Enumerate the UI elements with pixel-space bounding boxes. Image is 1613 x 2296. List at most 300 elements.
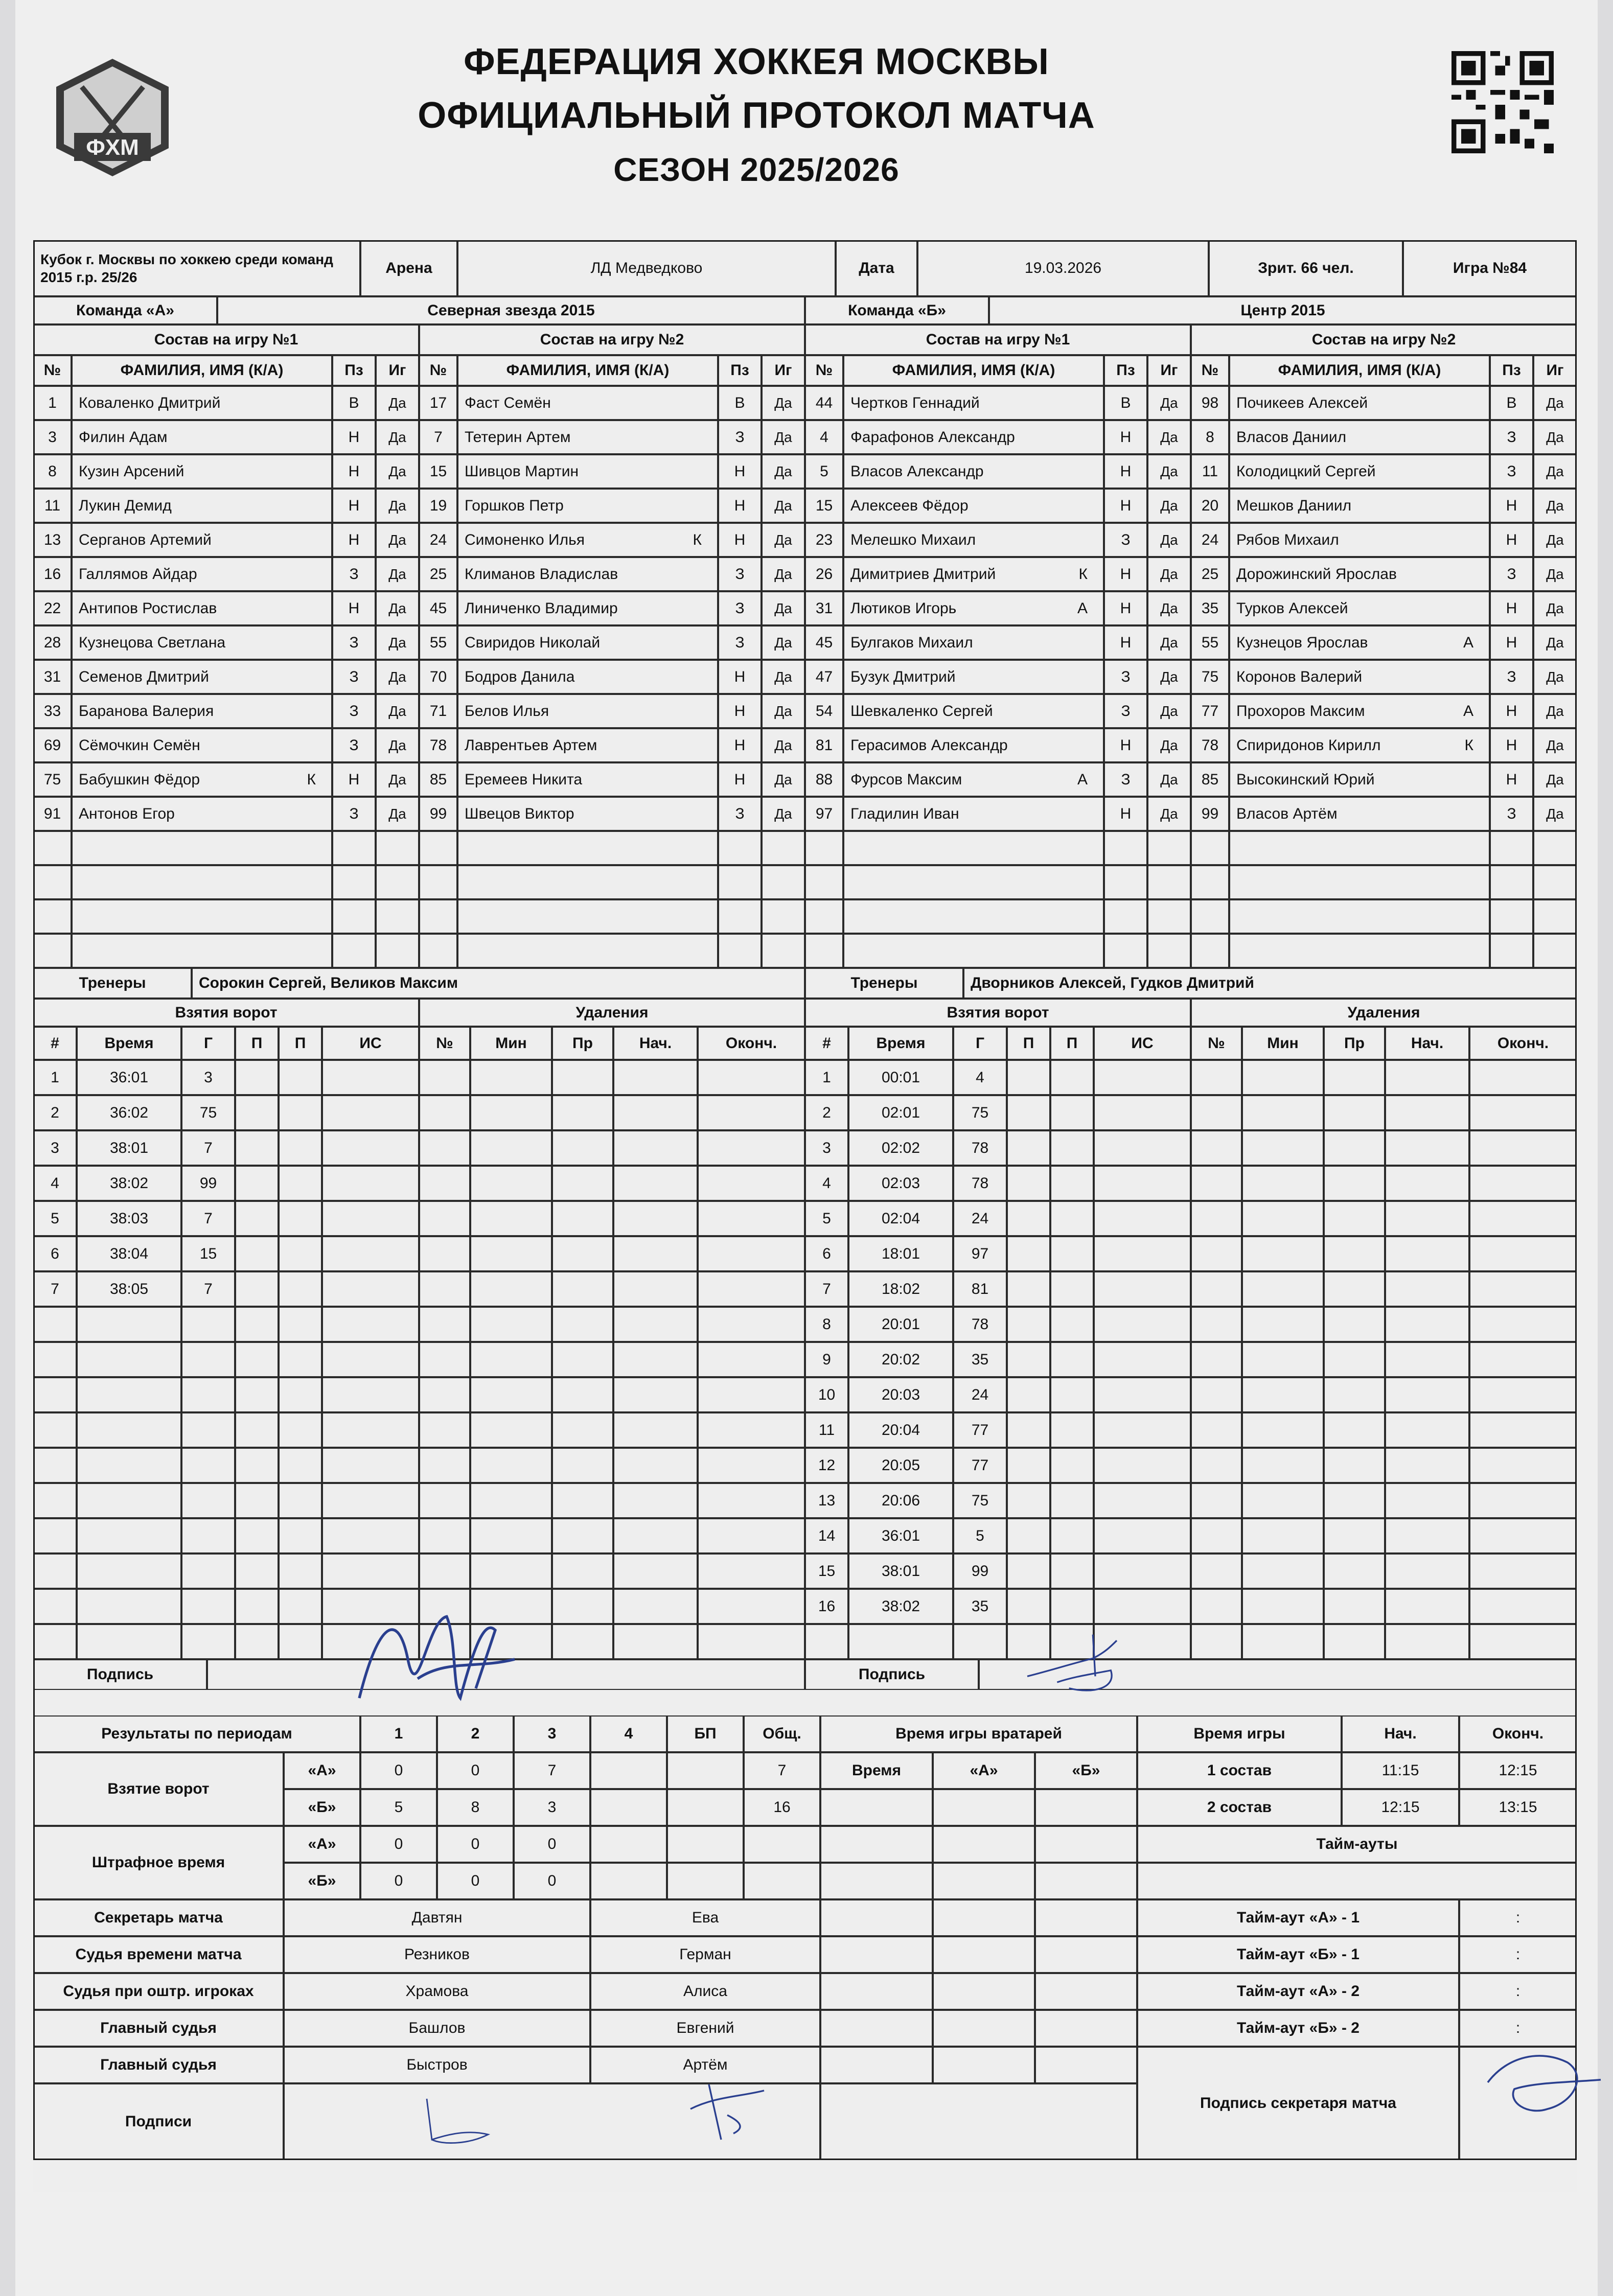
player-position: З [332,660,376,694]
goal-t: 20:04 [848,1412,953,1448]
goal-g: 99 [181,1166,235,1201]
penalty-col-start: Нач. [613,1027,698,1060]
goal-n: 6 [805,1236,848,1271]
date-value: 19.03.2026 [917,240,1209,296]
team-b-line2-title: Состав на игру №2 [1191,324,1577,355]
player-number: 28 [33,625,72,660]
team-a-signature-label: Подпись [33,1659,207,1690]
player-name: Фарафонов Александр [843,420,1104,454]
player-position: З [332,694,376,728]
penalty-col-min: Мин [470,1027,552,1060]
player-number: 44 [805,386,843,420]
period-value: 0 [437,1863,514,1899]
goalies-title: Время игры вратарей [820,1715,1137,1752]
player-name: Лаврентьев Артем [457,728,718,762]
goal-g: 78 [953,1130,1007,1166]
period-value: 0 [437,1752,514,1789]
player-position: Н [718,762,762,797]
player-plays: Да [1147,694,1191,728]
player-name: Шивцов Мартин [457,454,718,489]
player-name: Гладилин Иван [843,797,1104,831]
goal-t: 02:01 [848,1095,953,1130]
player-number: 78 [1191,728,1229,762]
captain-mark: К [1078,565,1088,583]
player-plays: Да [1533,660,1577,694]
player-plays: Да [1533,728,1577,762]
player-position: Н [718,660,762,694]
player-plays: Да [1533,557,1577,591]
player-name: Алексеев Фёдор [843,489,1104,523]
playtime-row-start: 11:15 [1342,1752,1459,1789]
player-number: 16 [33,557,72,591]
period-value: 0 [360,1752,437,1789]
player-name: Коваленко Дмитрий [72,386,332,420]
team-b-label: «Б» [284,1863,360,1899]
goal-t: 36:01 [848,1518,953,1553]
team-a-penalty-title: Удаления [419,999,805,1027]
period-col: 4 [590,1715,667,1752]
period-value: 0 [514,1863,590,1899]
team-b-team-label: Команда «Б» [805,296,989,324]
goal-col-g: Г [181,1027,235,1060]
player-name: Дорожинский Ярослав [1229,557,1490,591]
player-number: 88 [805,762,843,797]
penalty-col-no: № [1191,1027,1242,1060]
player-position: Н [1104,625,1147,660]
goal-g: 24 [953,1201,1007,1236]
playtime-title: Время игры [1137,1715,1342,1752]
player-name: Фурсов Максим А [843,762,1104,797]
goal-t: 20:05 [848,1448,953,1483]
player-number: 47 [805,660,843,694]
player-number: 99 [1191,797,1229,831]
player-name: Кузин Арсений [72,454,332,489]
logo-text: ФХМ [86,135,139,160]
player-plays: Да [1533,420,1577,454]
player-number: 45 [419,591,457,625]
col-pz: Пз [718,355,762,386]
fhm-logo [51,56,174,179]
col-no: № [1191,355,1229,386]
secretary-signature [1474,2036,1607,2128]
player-position: З [718,420,762,454]
player-position: Н [1490,728,1533,762]
player-plays: Да [762,454,805,489]
player-name: Булгаков Михаил [843,625,1104,660]
player-number: 77 [1191,694,1229,728]
player-position: Н [1490,489,1533,523]
captain-mark: А [1463,634,1473,651]
playtime-row-label: 1 состав [1137,1752,1342,1789]
goal-t: 38:02 [77,1166,181,1201]
period-col: 2 [437,1715,514,1752]
player-plays: Да [376,591,419,625]
player-position: Н [332,523,376,557]
player-number: 20 [1191,489,1229,523]
player-position: Н [1104,489,1147,523]
player-position: Н [332,454,376,489]
goal-col-is: ИС [322,1027,419,1060]
player-number: 19 [419,489,457,523]
player-number: 33 [33,694,72,728]
player-name: Семенов Дмитрий [72,660,332,694]
player-plays: Да [376,660,419,694]
goal-n: 7 [33,1271,77,1307]
team-a-coaches-label: Тренеры [33,968,192,999]
goal-g: 77 [953,1448,1007,1483]
player-position: З [1104,694,1147,728]
player-number: 15 [805,489,843,523]
goal-g: 15 [181,1236,235,1271]
player-plays: Да [1533,694,1577,728]
team-a-team-name: Северная звезда 2015 [217,296,805,324]
player-number: 45 [805,625,843,660]
player-name: Власов Артём [1229,797,1490,831]
player-plays: Да [376,420,419,454]
player-plays: Да [762,797,805,831]
player-position: З [1490,420,1533,454]
goal-col-is: ИС [1094,1027,1191,1060]
goal-n: 7 [805,1271,848,1307]
player-position: З [332,797,376,831]
team-a-goals-title: Взятия ворот [33,999,419,1027]
player-plays: Да [1533,797,1577,831]
team-b-coaches-label: Тренеры [805,968,963,999]
player-number: 13 [33,523,72,557]
player-number: 25 [1191,557,1229,591]
player-position: З [332,557,376,591]
official-last-name: Резников [284,1936,590,1973]
player-name: Баранова Валерия [72,694,332,728]
player-number: 78 [419,728,457,762]
player-position: Н [332,489,376,523]
player-name: Филин Адам [72,420,332,454]
player-position: Н [718,728,762,762]
goal-g: 3 [181,1060,235,1095]
goal-t: 38:01 [848,1553,953,1589]
federation-title: ФЕДЕРАЦИЯ ХОККЕЯ МОСКВЫ [464,41,1049,82]
period-col: 1 [360,1715,437,1752]
period-col: Общ. [744,1715,820,1752]
protocol-sheet [15,0,1598,2296]
player-plays: Да [762,489,805,523]
player-position: В [1104,386,1147,420]
official-last-name: Давтян [284,1899,590,1936]
player-name: Прохоров Максим А [1229,694,1490,728]
penalty-col-min: Мин [1242,1027,1324,1060]
official-role: Секретарь матча [33,1899,284,1936]
team-a-coaches: Сорокин Сергей, Великов Максим [192,968,805,999]
col-ig: Иг [376,355,419,386]
goal-n: 10 [805,1377,848,1412]
timeout-label: Тайм-аут «Б» - 2 [1137,2010,1459,2047]
period-col: БП [667,1715,744,1752]
player-name: Еремеев Никита [457,762,718,797]
player-number: 15 [419,454,457,489]
player-name: Симоненко Илья К [457,523,718,557]
official-first-name: Герман [590,1936,820,1973]
arena-label: Арена [360,240,457,296]
player-plays: Да [1147,591,1191,625]
player-name: Белов Илья [457,694,718,728]
team-b-signature [979,1629,1183,1700]
captain-mark: К [307,771,316,788]
player-position: В [718,386,762,420]
player-number: 85 [419,762,457,797]
goal-col-p1: П [235,1027,279,1060]
goals-label: Взятие ворот [33,1752,284,1826]
goalies-time: Время [820,1752,933,1789]
official-role: Судья времени матча [33,1936,284,1973]
penalty-col-end: Оконч. [1469,1027,1577,1060]
player-position: Н [1104,420,1147,454]
player-name: Тетерин Артем [457,420,718,454]
team-b-team-name: Центр 2015 [989,296,1577,324]
goal-n: 12 [805,1448,848,1483]
team-b-penalty-title: Удаления [1191,999,1577,1027]
player-plays: Да [762,728,805,762]
player-number: 1 [33,386,72,420]
player-number: 4 [805,420,843,454]
player-name: Колодицкий Сергей [1229,454,1490,489]
player-name: Антонов Егор [72,797,332,831]
player-plays: Да [1147,454,1191,489]
goal-g: 35 [953,1589,1007,1624]
goal-t: 02:02 [848,1130,953,1166]
player-name: Галлямов Айдар [72,557,332,591]
goal-n: 3 [805,1130,848,1166]
goal-g: 81 [953,1271,1007,1307]
player-number: 25 [419,557,457,591]
player-number: 31 [805,591,843,625]
col-no: № [805,355,843,386]
goal-t: 20:02 [848,1342,953,1377]
player-plays: Да [1147,523,1191,557]
date-label: Дата [836,240,917,296]
player-number: 8 [33,454,72,489]
goal-col-t: Время [77,1027,181,1060]
player-name: Климанов Владислав [457,557,718,591]
player-plays: Да [762,762,805,797]
player-number: 91 [33,797,72,831]
period-value: 7 [514,1752,590,1789]
player-plays: Да [376,557,419,591]
player-position: З [1490,454,1533,489]
captain-mark: А [1077,771,1088,788]
goal-col-t: Время [848,1027,953,1060]
player-name: Чертков Геннадий [843,386,1104,420]
player-position: Н [1490,523,1533,557]
team-a-team-label: Команда «А» [33,296,217,324]
tournament-name: Кубок г. Москвы по хоккею среди команд 2015 г.р. 25/26 [33,240,360,296]
timeout-value: : [1459,1936,1577,1973]
player-plays: Да [762,625,805,660]
player-number: 35 [1191,591,1229,625]
player-plays: Да [762,694,805,728]
player-number: 69 [33,728,72,762]
team-a-line2-title: Состав на игру №2 [419,324,805,355]
player-position: З [1490,797,1533,831]
goal-col-p2: П [1050,1027,1094,1060]
goal-t: 18:02 [848,1271,953,1307]
goal-col-p1: П [1007,1027,1050,1060]
player-position: Н [718,454,762,489]
goal-t: 20:03 [848,1377,953,1412]
timeout-value: : [1459,1973,1577,2010]
official-first-name: Ева [590,1899,820,1936]
captain-mark: А [1463,702,1473,720]
goal-n: 1 [805,1060,848,1095]
player-name: Серганов Артемий [72,523,332,557]
goal-t: 02:04 [848,1201,953,1236]
timeout-value: : [1459,1899,1577,1936]
player-position: Н [332,420,376,454]
goal-g: 75 [953,1483,1007,1518]
team-a-signature [340,1578,534,1741]
player-plays: Да [376,523,419,557]
qr-code [1451,51,1554,153]
col-pz: Пз [332,355,376,386]
player-number: 97 [805,797,843,831]
goal-n: 13 [805,1483,848,1518]
player-name: Спиридонов Кирилл К [1229,728,1490,762]
player-plays: Да [1147,625,1191,660]
player-name: Лукин Демид [72,489,332,523]
penalty-col-pr: Пр [552,1027,613,1060]
player-number: 5 [805,454,843,489]
player-number: 24 [419,523,457,557]
goal-n: 5 [805,1201,848,1236]
player-plays: Да [1533,454,1577,489]
penalty-col-pr: Пр [1324,1027,1385,1060]
player-number: 55 [419,625,457,660]
player-name: Мешков Даниил [1229,489,1490,523]
player-position: Н [1490,591,1533,625]
player-name: Мелешко Михаил [843,523,1104,557]
goal-t: 00:01 [848,1060,953,1095]
player-plays: Да [376,797,419,831]
timeout-label: Тайм-аут «Б» - 1 [1137,1936,1459,1973]
player-name: Кузнецова Светлана [72,625,332,660]
period-value: 3 [514,1789,590,1826]
col-name: ФАМИЛИЯ, ИМЯ (К/А) [457,355,718,386]
period-value: 5 [360,1789,437,1826]
player-name: Бузук Дмитрий [843,660,1104,694]
player-name: Бабушкин Фёдор К [72,762,332,797]
team-a-line1-title: Состав на игру №1 [33,324,419,355]
goal-t: 20:01 [848,1307,953,1342]
periods-title: Результаты по периодам [33,1715,360,1752]
official-first-name: Евгений [590,2010,820,2047]
team-a-label: «А» [284,1752,360,1789]
playtime-end: Оконч. [1459,1715,1577,1752]
goal-t: 02:03 [848,1166,953,1201]
col-no: № [419,355,457,386]
official-first-name: Алиса [590,1973,820,2010]
penalty-col-end: Оконч. [698,1027,805,1060]
player-position: З [718,625,762,660]
player-plays: Да [1147,797,1191,831]
official-last-name: Быстров [284,2047,590,2083]
player-name: Рябов Михаил [1229,523,1490,557]
col-name: ФАМИЛИЯ, ИМЯ (К/А) [1229,355,1490,386]
player-number: 75 [1191,660,1229,694]
player-plays: Да [376,762,419,797]
player-plays: Да [376,625,419,660]
period-value: 0 [437,1826,514,1863]
player-plays: Да [762,420,805,454]
team-b-coaches: Дворников Алексей, Гудков Дмитрий [963,968,1577,999]
player-position: З [1490,557,1533,591]
player-number: 71 [419,694,457,728]
goal-g: 35 [953,1342,1007,1377]
player-name: Димитриев Дмитрий К [843,557,1104,591]
player-name: Власов Александр [843,454,1104,489]
protocol-form [33,240,1577,2192]
goal-g: 97 [953,1236,1007,1271]
team-a-label: «А» [284,1826,360,1863]
player-plays: Да [1533,591,1577,625]
period-value: 0 [360,1826,437,1863]
period-value: 7 [744,1752,820,1789]
player-name: Герасимов Александр [843,728,1104,762]
official-first-name: Артём [590,2047,820,2083]
player-plays: Да [1147,762,1191,797]
player-position: В [332,386,376,420]
player-number: 85 [1191,762,1229,797]
goal-t: 38:04 [77,1236,181,1271]
player-plays: Да [1533,386,1577,420]
player-number: 7 [419,420,457,454]
goal-t: 38:03 [77,1201,181,1236]
timeout-value: : [1459,2010,1577,2047]
goal-g: 99 [953,1553,1007,1589]
secretary-signature-label: Подпись секретаря матча [1137,2047,1459,2160]
player-position: З [1104,660,1147,694]
goal-n: 14 [805,1518,848,1553]
referee-signature-2 [672,2068,795,2150]
player-plays: Да [1533,489,1577,523]
player-number: 24 [1191,523,1229,557]
player-name: Швецов Виктор [457,797,718,831]
player-name: Кузнецов Ярослав А [1229,625,1490,660]
penalty-col-no: № [419,1027,470,1060]
referee-signature-1 [391,2089,524,2150]
timeout-label: Тайм-аут «А» - 1 [1137,1899,1459,1936]
goal-n: 3 [33,1130,77,1166]
player-name: Коронов Валерий [1229,660,1490,694]
player-number: 17 [419,386,457,420]
player-number: 31 [33,660,72,694]
document-title: ОФИЦИАЛЬНЫЙ ПРОТОКОЛ МАТЧА [418,95,1095,136]
goal-n: 16 [805,1589,848,1624]
goal-g: 75 [953,1095,1007,1130]
player-position: З [1490,660,1533,694]
period-value: 0 [514,1826,590,1863]
player-plays: Да [376,489,419,523]
official-role: Судья при оштр. игроках [33,1973,284,2010]
player-plays: Да [1533,625,1577,660]
player-position: Н [1490,762,1533,797]
goalies-a: «А» [933,1752,1035,1789]
goal-g: 75 [181,1095,235,1130]
col-name: ФАМИЛИЯ, ИМЯ (К/А) [72,355,332,386]
player-name: Турков Алексей [1229,591,1490,625]
goal-g: 7 [181,1201,235,1236]
official-last-name: Храмова [284,1973,590,2010]
goal-t: 38:02 [848,1589,953,1624]
player-number: 11 [33,489,72,523]
